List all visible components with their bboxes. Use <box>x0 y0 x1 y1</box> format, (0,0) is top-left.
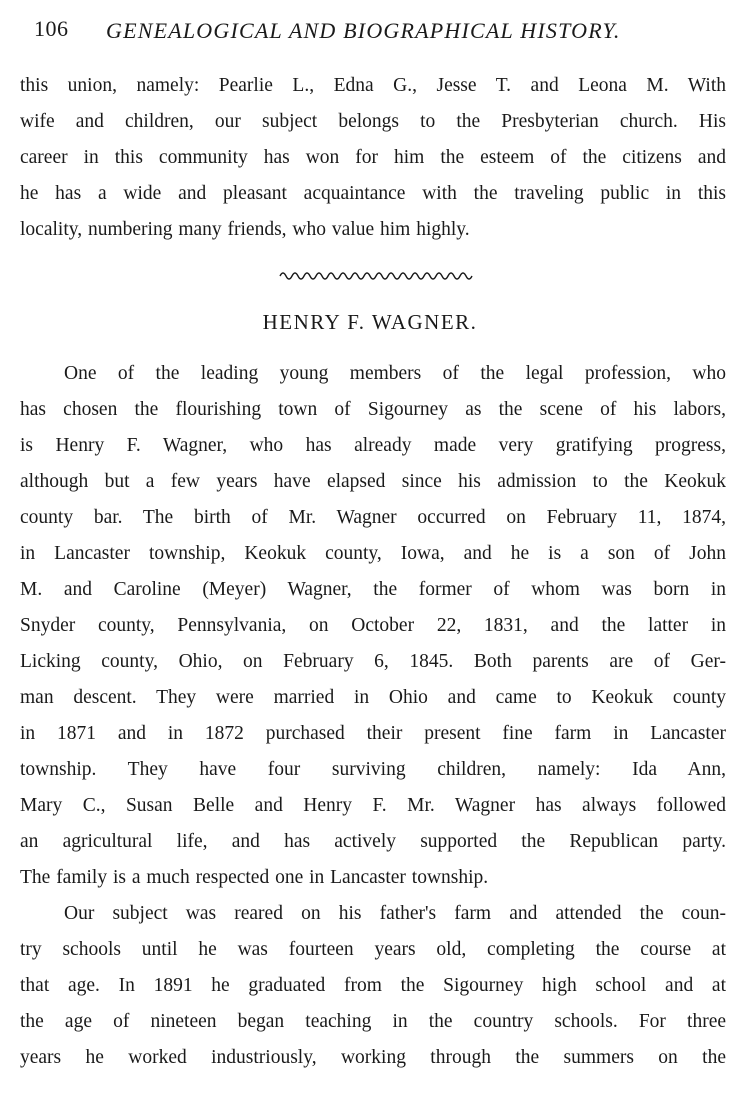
text-line: career in this community has won for him the esteem of the citizens and <box>20 147 726 168</box>
running-title: GENEALOGICAL AND BIOGRAPHICAL HISTORY. <box>106 18 621 43</box>
text-line: the age of nineteen began teaching in the country schools. For three <box>20 1011 726 1032</box>
section-divider-ornament <box>278 268 478 284</box>
text-line: One of the leading young members of the legal profession, who <box>64 363 726 384</box>
page-number: 106 <box>34 16 69 41</box>
page-header <box>30 10 710 50</box>
text-line: this union, namely: Pearlie L., Edna G., Jesse T. and Leona M. With <box>20 75 726 96</box>
text-line: is Henry F. Wagner, who has already made very gratifying progress, <box>20 435 726 456</box>
text-line: in 1871 and in 1872 purchased their present fine farm in Lancaster <box>20 723 726 744</box>
text-line: township. They have four surviving children, namely: Ida Ann, <box>20 759 726 780</box>
text-line: he has a wide and pleasant acquaintance with the traveling public in this <box>20 183 726 204</box>
text-line: try schools until he was fourteen years old, completing the course at <box>20 939 726 960</box>
text-line: in Lancaster township, Keokuk county, Iowa, and he is a son of John <box>20 543 726 564</box>
continuation-paragraph <box>20 68 726 248</box>
text-line: has chosen the flourishing town of Sigourney as the scene of his labors, <box>20 399 726 420</box>
text-line: Mary C., Susan Belle and Henry F. Mr. Wagner has always followed <box>20 795 726 816</box>
text-line: that age. In 1891 he graduated from the Sigourney high school and at <box>20 975 726 996</box>
section-title: HENRY F. WAGNER. <box>262 310 478 334</box>
biography-paragraph-2 <box>20 896 726 1076</box>
biography-paragraph-1 <box>20 356 726 896</box>
text-line: Licking county, Ohio, on February 6, 1845. Both parents are of Ger- <box>20 651 726 672</box>
text-line: locality, numbering many friends, who value him highly. <box>20 219 470 240</box>
text-line: an agricultural life, and has actively supported the Republican party. <box>20 831 726 852</box>
text-line: although but a few years have elapsed since his admission to the Keokuk <box>20 471 726 492</box>
text-line: The family is a much respected one in Lancaster township. <box>20 867 489 888</box>
text-line: Snyder county, Pennsylvania, on October 22, 1831, and the latter in <box>20 615 726 636</box>
text-line: county bar. The birth of Mr. Wagner occurred on February 11, 1874, <box>20 507 726 528</box>
text-line: man descent. They were married in Ohio and came to Keokuk county <box>20 687 726 708</box>
text-line: M. and Caroline (Meyer) Wagner, the former of whom was born in <box>20 579 726 600</box>
text-line: wife and children, our subject belongs to the Presbyterian church. His <box>20 111 726 132</box>
text-line: Our subject was reared on his father's farm and attended the coun- <box>64 903 726 924</box>
text-line: years he worked industriously, working through the summers on the <box>20 1047 726 1068</box>
